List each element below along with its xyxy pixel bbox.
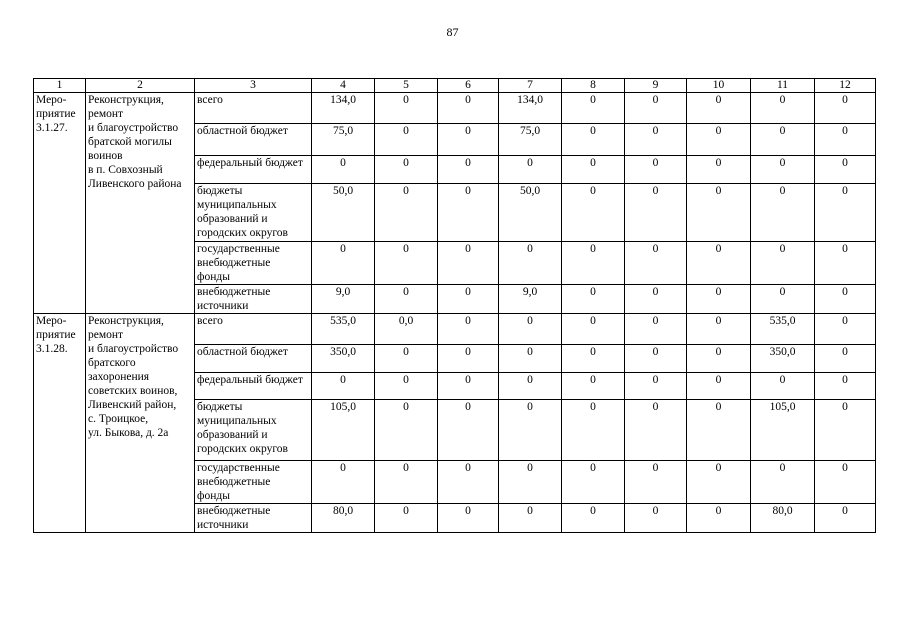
amount-cell: 0 (375, 373, 438, 400)
amount-cell: 0 (499, 314, 562, 345)
funding-source: областной бюджет (195, 345, 312, 373)
funding-source: федеральный бюджет (195, 156, 312, 184)
amount-cell: 0 (312, 242, 375, 285)
amount-cell: 0 (625, 314, 687, 345)
measure-name: Реконструкция, ремонт и благоустройство братской могилы воинов в п. Совхозный Ливенского района (86, 93, 195, 314)
amount-cell: 0 (815, 400, 876, 461)
table-row (34, 93, 876, 124)
amount-cell: 0 (312, 373, 375, 400)
amount-cell: 0 (438, 504, 499, 533)
amount-cell: 0 (751, 373, 815, 400)
amount-cell: 0 (815, 345, 876, 373)
funding-source: федеральный бюджет (195, 373, 312, 400)
column-header: 8 (562, 79, 625, 93)
amount-cell: 0 (625, 345, 687, 373)
amount-cell: 0 (625, 504, 687, 533)
amount-cell: 0 (815, 285, 876, 314)
amount-cell: 0 (438, 345, 499, 373)
amount-cell: 50,0 (312, 184, 375, 242)
budget-table (33, 78, 876, 533)
amount-cell: 0 (375, 400, 438, 461)
funding-source: всего (195, 314, 312, 345)
amount-cell: 0 (625, 124, 687, 156)
amount-cell: 0 (687, 461, 751, 504)
amount-cell: 105,0 (751, 400, 815, 461)
amount-cell: 0 (375, 156, 438, 184)
funding-source: государственные внебюджетные фонды (195, 242, 312, 285)
amount-cell: 0 (562, 124, 625, 156)
amount-cell: 9,0 (312, 285, 375, 314)
amount-cell: 0 (499, 242, 562, 285)
amount-cell: 0 (562, 285, 625, 314)
column-header: 1 (34, 79, 86, 93)
amount-cell: 0 (687, 345, 751, 373)
amount-cell: 0 (375, 285, 438, 314)
amount-cell: 0 (438, 242, 499, 285)
amount-cell: 0 (687, 242, 751, 285)
amount-cell: 0 (499, 373, 562, 400)
amount-cell: 0 (751, 93, 815, 124)
amount-cell: 0 (815, 373, 876, 400)
amount-cell: 0 (375, 124, 438, 156)
amount-cell: 0 (687, 184, 751, 242)
amount-cell: 0 (687, 504, 751, 533)
column-header: 11 (751, 79, 815, 93)
amount-cell: 0 (815, 156, 876, 184)
amount-cell: 0 (562, 504, 625, 533)
amount-cell: 0 (562, 156, 625, 184)
amount-cell: 0 (751, 461, 815, 504)
amount-cell: 0 (625, 156, 687, 184)
amount-cell: 0 (625, 285, 687, 314)
amount-cell: 0 (687, 373, 751, 400)
amount-cell: 0 (562, 345, 625, 373)
amount-cell: 0 (312, 156, 375, 184)
amount-cell: 0 (438, 93, 499, 124)
amount-cell: 9,0 (499, 285, 562, 314)
amount-cell: 0 (562, 314, 625, 345)
amount-cell: 0 (375, 93, 438, 124)
column-header-row (34, 79, 876, 93)
funding-source: бюджеты муниципальных образований и городских округов (195, 400, 312, 461)
amount-cell: 0 (375, 184, 438, 242)
column-header: 4 (312, 79, 375, 93)
amount-cell: 0 (815, 461, 876, 504)
amount-cell: 0 (438, 184, 499, 242)
amount-cell: 0 (751, 124, 815, 156)
amount-cell: 0 (375, 242, 438, 285)
amount-cell: 80,0 (751, 504, 815, 533)
amount-cell: 50,0 (499, 184, 562, 242)
funding-source: бюджеты муниципальных образований и городских округов (195, 184, 312, 242)
amount-cell: 0 (562, 242, 625, 285)
column-header: 7 (499, 79, 562, 93)
amount-cell: 0 (562, 373, 625, 400)
amount-cell: 0 (687, 400, 751, 461)
column-header: 6 (438, 79, 499, 93)
amount-cell: 0 (375, 461, 438, 504)
funding-source: областной бюджет (195, 124, 312, 156)
amount-cell: 350,0 (751, 345, 815, 373)
amount-cell: 0 (312, 461, 375, 504)
table-body (34, 93, 876, 533)
amount-cell: 0 (499, 345, 562, 373)
funding-source: государственные внебюджетные фонды (195, 461, 312, 504)
amount-cell: 0,0 (375, 314, 438, 345)
amount-cell: 0 (438, 156, 499, 184)
table-row (34, 314, 876, 345)
amount-cell: 0 (815, 504, 876, 533)
amount-cell: 0 (815, 242, 876, 285)
amount-cell: 134,0 (499, 93, 562, 124)
amount-cell: 80,0 (312, 504, 375, 533)
column-header: 12 (815, 79, 876, 93)
amount-cell: 0 (815, 124, 876, 156)
amount-cell: 0 (625, 461, 687, 504)
amount-cell: 0 (751, 242, 815, 285)
amount-cell: 0 (438, 400, 499, 461)
amount-cell: 0 (562, 93, 625, 124)
amount-cell: 134,0 (312, 93, 375, 124)
amount-cell: 0 (438, 373, 499, 400)
amount-cell: 0 (499, 400, 562, 461)
amount-cell: 0 (815, 314, 876, 345)
funding-source: всего (195, 93, 312, 124)
column-header: 3 (195, 79, 312, 93)
amount-cell: 0 (438, 124, 499, 156)
measure-name: Реконструкция, ремонт и благоустройство братского захоронения советских воинов, Ливенский район, с. Троицкое, ул. Быкова, д. 2а (86, 314, 195, 533)
measure-id: Меро- приятие 3.1.28. (34, 314, 86, 533)
amount-cell: 0 (562, 184, 625, 242)
amount-cell: 0 (687, 314, 751, 345)
amount-cell: 0 (438, 314, 499, 345)
amount-cell: 105,0 (312, 400, 375, 461)
column-header: 9 (625, 79, 687, 93)
amount-cell: 0 (687, 124, 751, 156)
amount-cell: 0 (562, 461, 625, 504)
amount-cell: 0 (751, 156, 815, 184)
amount-cell: 0 (751, 184, 815, 242)
amount-cell: 0 (625, 184, 687, 242)
funding-source: внебюджетные источники (195, 285, 312, 314)
amount-cell: 0 (438, 461, 499, 504)
amount-cell: 75,0 (312, 124, 375, 156)
measure-id: Меро- приятие 3.1.27. (34, 93, 86, 314)
amount-cell: 0 (687, 156, 751, 184)
amount-cell: 535,0 (751, 314, 815, 345)
amount-cell: 0 (375, 345, 438, 373)
amount-cell: 535,0 (312, 314, 375, 345)
amount-cell: 0 (687, 93, 751, 124)
column-header: 5 (375, 79, 438, 93)
column-header: 10 (687, 79, 751, 93)
amount-cell: 0 (625, 400, 687, 461)
amount-cell: 0 (499, 156, 562, 184)
amount-cell: 350,0 (312, 345, 375, 373)
amount-cell: 0 (625, 373, 687, 400)
funding-source: внебюджетные источники (195, 504, 312, 533)
column-header: 2 (86, 79, 195, 93)
amount-cell: 0 (438, 285, 499, 314)
amount-cell: 0 (625, 242, 687, 285)
amount-cell: 0 (562, 400, 625, 461)
amount-cell: 0 (815, 184, 876, 242)
amount-cell: 0 (499, 461, 562, 504)
amount-cell: 0 (751, 285, 815, 314)
amount-cell: 0 (375, 504, 438, 533)
page-number: 87 (446, 25, 459, 39)
amount-cell: 0 (687, 285, 751, 314)
amount-cell: 0 (625, 93, 687, 124)
amount-cell: 0 (499, 504, 562, 533)
amount-cell: 0 (815, 93, 876, 124)
amount-cell: 75,0 (499, 124, 562, 156)
